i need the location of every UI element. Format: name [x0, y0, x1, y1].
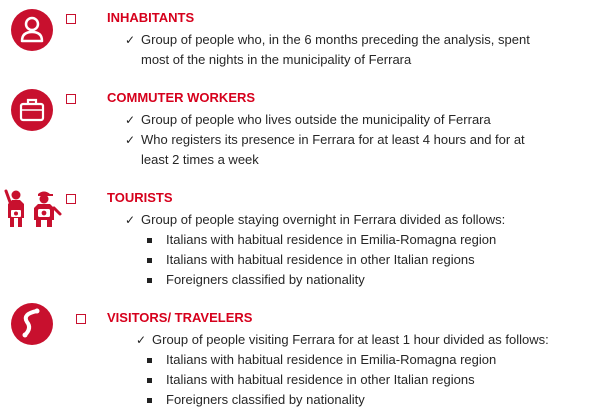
check-text: Who registers its presence in Ferrara for at least 4 hours and for at	[141, 132, 525, 147]
checkbox-square	[66, 194, 76, 204]
bullet-icon	[147, 258, 152, 263]
check-icon: ✓	[125, 133, 136, 147]
check-text: Group of people staying overnight in Ferrara divided as follows:	[141, 212, 506, 227]
check-text-cont: most of the nights in the municipality of Ferrara	[141, 52, 412, 67]
person-icon	[10, 8, 54, 52]
section-title: VISITORS/ TRAVELERS	[107, 310, 253, 325]
bullet-icon	[147, 238, 152, 243]
suitcase-icon	[10, 88, 54, 132]
check-text: Group of people who, in the 6 months preceding the analysis, spent	[141, 32, 530, 47]
checkbox-square	[66, 14, 76, 24]
check-icon: ✓	[125, 113, 136, 127]
bullet-text: Italians with habitual residence in other Italian regions	[166, 252, 475, 267]
bullet-text: Italians with habitual residence in other Italian regions	[166, 372, 475, 387]
checkbox-square	[76, 314, 86, 324]
check-text: Group of people who lives outside the municipality of Ferrara	[141, 112, 491, 127]
section-title: INHABITANTS	[107, 10, 195, 25]
route-icon	[10, 302, 54, 346]
check-text-cont: least 2 times a week	[141, 152, 259, 167]
tourists-icon	[2, 188, 64, 228]
bullet-icon	[147, 358, 152, 363]
bullet-icon	[147, 398, 152, 403]
section-inhabitants	[0, 0, 605, 80]
check-text: Group of people visiting Ferrara for at least 1 hour divided as follows:	[152, 332, 549, 347]
bullet-text: Foreigners classified by nationality	[166, 272, 365, 287]
check-icon: ✓	[136, 333, 147, 347]
bullet-icon	[147, 378, 152, 383]
bullet-icon	[147, 278, 152, 283]
checkbox-square	[66, 94, 76, 104]
section-commuter-workers	[0, 80, 605, 180]
check-icon: ✓	[125, 33, 136, 47]
section-visitors-travelers	[0, 300, 605, 417]
section-tourists	[0, 180, 605, 300]
check-icon: ✓	[125, 213, 136, 227]
bullet-text: Foreigners classified by nationality	[166, 392, 365, 407]
section-title: COMMUTER WORKERS	[107, 90, 256, 105]
section-title: TOURISTS	[107, 190, 173, 205]
bullet-text: Italians with habitual residence in Emilia-Romagna region	[166, 232, 497, 247]
bullet-text: Italians with habitual residence in Emilia-Romagna region	[166, 352, 497, 367]
